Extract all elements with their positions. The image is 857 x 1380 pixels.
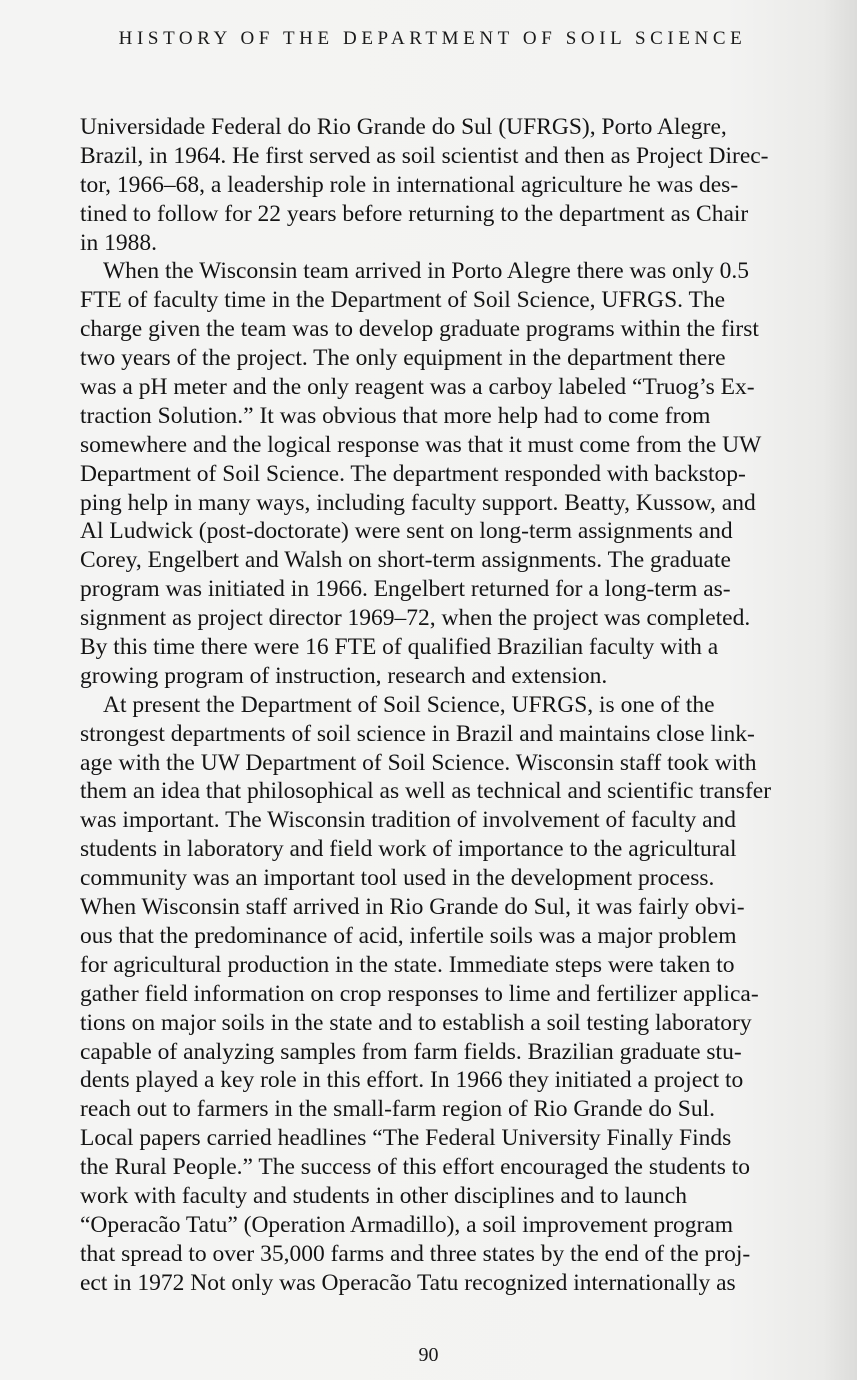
paragraph-start-line: When the Wisconsin team arrived in Porto Alegre there was only 0.5	[103, 258, 750, 285]
page-number: 90	[418, 1344, 439, 1366]
body-text	[80, 113, 790, 1298]
text-line: two years of the project. The only equipment in the department there	[80, 345, 726, 372]
text-line: reach out to farmers in the small-farm region of Rio Grande do Sul.	[80, 1096, 715, 1123]
text-line: tor, 1966–68, a leadership role in international agriculture he was des-	[80, 171, 739, 198]
text-line: “Operacão Tatu” (Operation Armadillo), a soil improvement program	[80, 1211, 734, 1238]
text-line: age with the UW Department of Soil Science. Wisconsin staff took with	[80, 749, 757, 776]
text-line: signment as project director 1969–72, when the project was completed.	[80, 605, 751, 632]
paragraph-start-line: At present the Department of Soil Science, UFRGS, is one of the	[103, 691, 715, 718]
text-line: for agricultural production in the state. Immediate steps were taken to	[80, 951, 735, 978]
text-line: FTE of faculty time in the Department of Soil Science, UFRGS. The	[80, 287, 726, 314]
text-line: Department of Soil Science. The department responded with backstop-	[80, 460, 746, 487]
text-line: Al Ludwick (post-doctorate) were sent on long-term assignments and	[80, 518, 733, 545]
text-line: Universidade Federal do Rio Grande do Sul (UFRGS), Porto Alegre,	[80, 114, 727, 140]
text-line: Brazil, in 1964. He first served as soil scientist and then as Project Direc-	[80, 142, 769, 169]
text-line: ect in 1972 Not only was Operacão Tatu recognized internationally as	[80, 1269, 736, 1296]
text-line: capable of analyzing samples from farm fields. Brazilian graduate stu-	[80, 1038, 742, 1065]
text-line: program was initiated in 1966. Engelbert returned for a long-term as-	[80, 576, 731, 603]
text-line: charge given the team was to develop graduate programs within the first	[80, 316, 759, 343]
text-line: When Wisconsin staff arrived in Rio Grande do Sul, it was fairly obvi-	[80, 894, 745, 921]
text-line: strongest departments of soil science in Brazil and maintains close link-	[80, 720, 755, 747]
text-line: that spread to over 35,000 farms and three states by the end of the proj-	[80, 1240, 751, 1267]
text-line: By this time there were 16 FTE of qualified Brazilian faculty with a	[80, 634, 719, 661]
text-line: ping help in many ways, including faculty support. Beatty, Kussow, and	[80, 489, 756, 516]
text-line: traction Solution.” It was obvious that more help had to come from	[80, 402, 711, 429]
text-line: Corey, Engelbert and Walsh on short-term assignments. The graduate	[80, 547, 731, 574]
text-line: tined to follow for 22 years before returning to the department as Chair	[80, 200, 749, 227]
text-line: community was an important tool used in the development process.	[80, 865, 715, 892]
text-line: the Rural People.” The success of this effort encouraged the students to	[80, 1154, 751, 1181]
text-line: in 1988.	[80, 229, 158, 256]
text-line: students in laboratory and field work of importance to the agricultural	[80, 836, 737, 863]
text-line: Local papers carried headlines “The Federal University Finally Finds	[80, 1125, 732, 1152]
text-line: dents played a key role in this effort. In 1966 they initiated a project to	[80, 1067, 744, 1094]
text-line: them an idea that philosophical as well as technical and scientific transfer	[80, 778, 772, 805]
text-line: work with faculty and students in other disciplines and to launch	[80, 1182, 687, 1209]
text-line: growing program of instruction, research and extension.	[80, 662, 608, 689]
text-line: gather field information on crop responses to lime and fertilizer applica-	[80, 980, 759, 1007]
text-line: was important. The Wisconsin tradition of involvement of faculty and	[80, 807, 737, 834]
running-head: HISTORY OF THE DEPARTMENT OF SOIL SCIENCE	[118, 28, 747, 49]
text-line: tions on major soils in the state and to establish a soil testing laboratory	[80, 1009, 752, 1036]
text-line: was a pH meter and the only reagent was a carboy labeled “Truog’s Ex-	[80, 374, 755, 401]
text-line: somewhere and the logical response was that it must come from the UW	[80, 431, 762, 458]
text-line: ous that the predominance of acid, infertile soils was a major problem	[80, 922, 737, 949]
